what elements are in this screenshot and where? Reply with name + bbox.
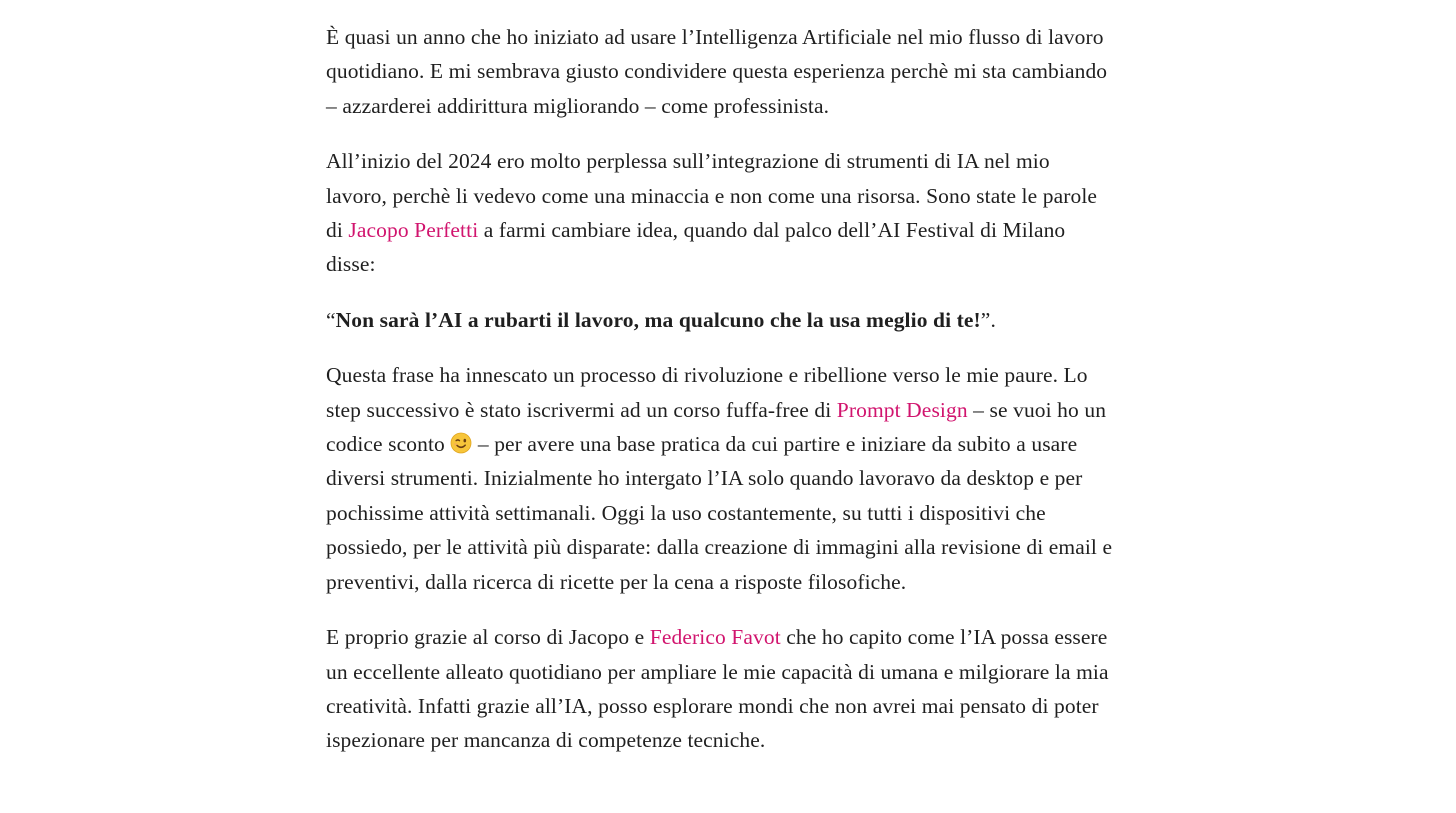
paragraph-course-after: – per avere una base pratica da cui partire e iniziare da subito a usare diversi strumenti. Inizialmente ho intergato l’IA solo quando lavoravo da desktop e per pochissime attività settimanali. Oggi la uso costantemente, su tutti i dispositivi che possiedo, per le attività più disparate: dalla creazione di immagini alla revisione di email e preventivi, dalla ricerca di ricette per la cena a risposte filosofiche. [326, 432, 1113, 594]
paragraph-perplexity [326, 144, 1116, 282]
paragraph-gratitude-after: che ho capito come l’IA possa essere un eccellente alleato quotidiano per ampliare le mie capacità di umana e milgiorare la mia creatività. Infatti grazie all’IA, posso esplorare mondi che non avrei mai pensato di poter ispezionare per mancanza di competenze tecniche. [326, 625, 1109, 753]
paragraph-gratitude-before: E proprio grazie al corso di Jacopo e [326, 625, 650, 650]
winking-face-icon [450, 432, 472, 454]
quote-open-mark: “ [326, 307, 336, 332]
quote-paragraph [326, 303, 1116, 337]
paragraph-course-middle: – se vuoi ho un codice sconto [326, 397, 1107, 457]
paragraph-perplexity-after: a farmi cambiare idea, quando dal palco dell’AI Festival di Milano disse: [326, 218, 1066, 277]
jacopo-perfetti-link[interactable]: Jacopo Perfetti [348, 218, 479, 243]
article-body [326, 20, 1116, 779]
paragraph-course [326, 358, 1116, 599]
paragraph-gratitude [326, 620, 1116, 758]
paragraph-intro-text: È quasi un anno che ho iniziato ad usare l’Intelligenza Artificiale nel mio flusso di lavoro quotidiano. E mi sembrava giusto condividere questa esperienza perchè mi sta cambiando – azzarderei addirittura migliorando – come professinista. [326, 25, 1108, 118]
quote-close-mark: ”. [980, 307, 996, 332]
paragraph-perplexity-before: All’inizio del 2024 ero molto perplessa sull’integrazione di strumenti di IA nel mio lavoro, perchè li vedevo come una minaccia e non come una risorsa. Sono state le parole di [326, 149, 1098, 243]
quote-text: Non sarà l’AI a rubarti il lavoro, ma qualcuno che la usa meglio di te! [335, 307, 981, 332]
federico-favot-link[interactable]: Federico Favot [649, 625, 781, 650]
paragraph-course-before: Questa frase ha innescato un processo di rivoluzione e ribellione verso le mie paure. Lo step successivo è stato iscrivermi ad un corso fuffa-free di [326, 363, 1088, 422]
paragraph-intro [326, 20, 1116, 123]
prompt-design-link[interactable]: Prompt Design [836, 397, 968, 422]
